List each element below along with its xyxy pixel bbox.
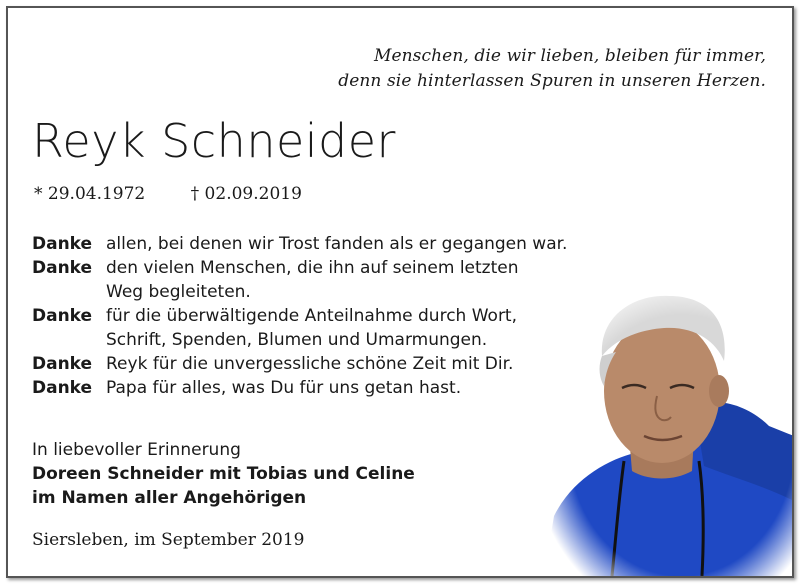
thanks-text-line: Papa für alles, was Du für uns getan hast. [106, 378, 462, 398]
thanks-item [32, 376, 612, 400]
relatives-line: im Namen aller Angehörigen [32, 488, 307, 508]
thanks-text-line: den vielen Menschen, die ihn auf seinem letzten [106, 258, 519, 278]
closing-signature [32, 438, 415, 510]
thanks-text-line: Weg begleiteten. [106, 282, 251, 302]
place-date: Siersleben, im September 2019 [32, 530, 305, 550]
thanks-item [32, 304, 612, 352]
thanks-word: Danke [32, 354, 93, 374]
thanks-text-line: für die überwältigende Anteilnahme durch Wort, [106, 306, 517, 326]
thanks-word: Danke [32, 234, 93, 254]
portrait-photo [544, 286, 794, 576]
life-dates [34, 184, 302, 204]
thanks-text-line: Schrift, Spenden, Blumen und Umarmungen. [106, 330, 488, 350]
motto-quote [338, 44, 766, 94]
obituary-card [6, 6, 794, 578]
death-date: † 02.09.2019 [190, 184, 302, 204]
portrait-illustration [544, 286, 794, 576]
thanks-text-line: allen, bei denen wir Trost fanden als er gegangen war. [106, 234, 568, 254]
motto-line-2: denn sie hinterlassen Spuren in unseren Herzen. [338, 71, 766, 91]
thanks-list [32, 232, 612, 400]
birth-date: * 29.04.1972 [34, 184, 146, 204]
thanks-word: Danke [32, 258, 93, 278]
family-names: Doreen Schneider mit Tobias und Celine [32, 464, 415, 484]
thanks-word: Danke [32, 306, 93, 326]
deceased-name: Reyk Schneider [32, 114, 396, 168]
thanks-item [32, 352, 612, 376]
motto-line-1: Menschen, die wir lieben, bleiben für immer, [373, 46, 766, 66]
thanks-word: Danke [32, 378, 93, 398]
thanks-text-line: Reyk für die unvergessliche schöne Zeit mit Dir. [106, 354, 514, 374]
closing-intro: In liebevoller Erinnerung [32, 440, 241, 460]
thanks-item [32, 256, 612, 304]
thanks-item [32, 232, 612, 256]
